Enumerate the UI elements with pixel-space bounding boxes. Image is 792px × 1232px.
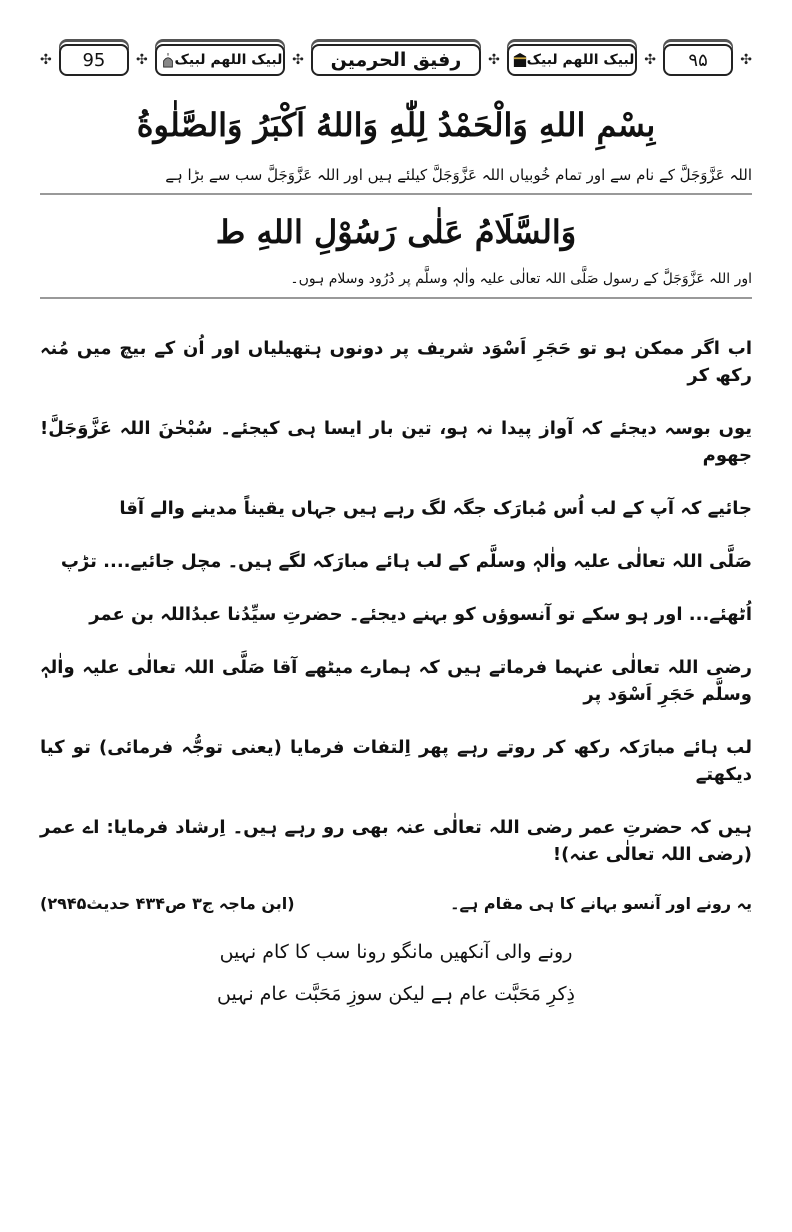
mosque-dome-icon (161, 52, 175, 68)
divider (40, 193, 752, 195)
page-number-urdu: ۹۵ (663, 44, 733, 76)
page-number-latin: 95 (59, 44, 129, 76)
divider (40, 297, 752, 299)
header-label-text: لبیک اللھم لبیک (526, 52, 635, 68)
body-line: صَلَّی اللہ تعالٰی علیہ واٰلہٖ وسلَّم کے لب ہائے مبارَکہ لگے ہیں۔ مچل جائیے.... تڑپ (60, 550, 752, 572)
ornament-icon: ✣ (292, 52, 304, 68)
kaaba-icon (513, 52, 527, 68)
header-label-left (155, 44, 285, 76)
arabic-invocation-2: وَالسَّلَامُ عَلٰی رَسُوْلِ اللهِ ط (215, 213, 577, 252)
body-line: یوں بوسہ دیجئے کہ آواز پیدا نہ ہو، تین بار ایسا ہی کیجئے۔ سُبْحٰنَ اللہ عَزَّوَجَلَّ! جھوم (40, 417, 752, 466)
header-label-text: لبیک اللھم لبیک (174, 52, 283, 68)
ornament-icon: ✣ (488, 52, 500, 68)
body-line: لب ہائے مبارَکہ رکھ کر روتے رہے پھر اِلتفات فرمایا (یعنی توجُّہ فرمائی) تو کیا دیکھتے (40, 736, 752, 785)
header-label-right (507, 44, 637, 76)
body-line: اب اگر ممکن ہو تو حَجَرِ اَسْوَد شریف پر دونوں ہتھیلیاں اور اُن کے بیچ میں مُنہ رکھ کر (40, 337, 752, 386)
page-header (40, 34, 752, 86)
book-title: رفیق الحرمین (311, 44, 481, 76)
body-line: ہیں کہ حضرتِ عمر رضی اللہ تعالٰی عنہ بھی رو رہے ہیں۔ اِرشاد فرمایا: اے عمر (رضی اللہ تعالٰی عنہ)! (40, 816, 752, 865)
ornament-icon: ✣ (136, 52, 148, 68)
body-line: جائیے کہ آپ کے لب اُس مُبارَک جگہ لگ رہے ہیں جہاں یقیناً مدینے والے آقا (119, 497, 752, 519)
body-line: یہ رونے اور آنسو بہانے کا ہی مقام ہے۔ (450, 893, 752, 913)
urdu-translation-1: اللہ عَزَّوَجَلَّ کے نام سے اور تمام خُوبیاں اللہ عَزَّوَجَلَّ کیلئے ہیں اور اللہ عَزَّوَجَلَّ سب سے بڑا ہے (165, 166, 752, 185)
ornament-icon: ✣ (40, 52, 52, 68)
body-line: رضی اللہ تعالٰی عنہما فرماتے ہیں کہ ہمارے میٹھے آقا صَلَّی اللہ تعالٰی علیہ واٰلہٖ وسلَّم حَجَرِ اَسْوَد پر (40, 656, 752, 705)
verse-line: ذِکرِ مَحَبَّت عام ہے لیکن سوزِ مَحَبَّت عام نہیں (216, 982, 576, 1005)
urdu-translation-2: اور اللہ عَزَّوَجَلَّ کے رسول صَلَّی اللہ تعالٰی علیہ واٰلہٖ وسلَّم پر دُرُود وسلام ہوں۔ (290, 271, 752, 288)
ornament-icon: ✣ (740, 52, 752, 68)
ornament-icon: ✣ (644, 52, 656, 68)
hadith-citation: (ابن ماجہ ج۳ ص۴۳۴ حدیث۲۹۴۵) (40, 893, 295, 913)
body-text (40, 335, 752, 868)
citation-line (40, 894, 752, 913)
verse-line: رونے والی آنکھیں مانگو رونا سب کا کام نہیں (219, 940, 573, 963)
arabic-invocation-1: بِسْمِ اللهِ وَالْحَمْدُ لِلّٰهِ وَاللهُ اَكْبَرُ وَالصَّلٰوةُ (136, 106, 656, 144)
body-line: اُٹھئے... اور ہو سکے تو آنسوؤں کو بہنے دیجئے۔ حضرتِ سیِّدُنا عبدُاللہ بن عمر (89, 603, 752, 625)
